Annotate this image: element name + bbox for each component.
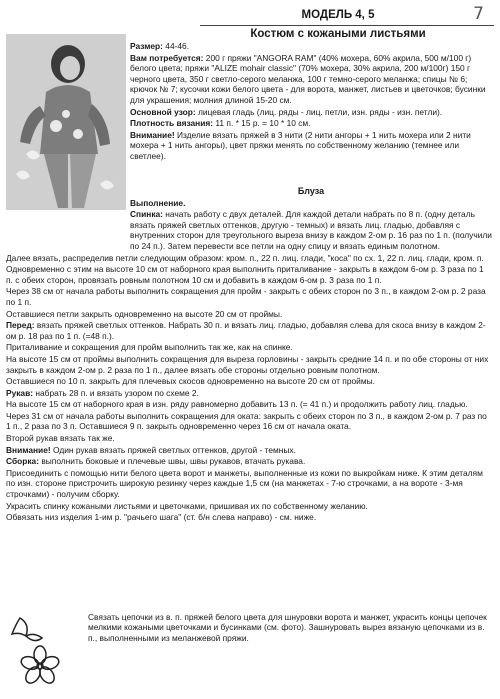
assembly-text-1: выполнить боковые и плечевые швы, швы рукавов, втачать рукава. <box>41 456 306 467</box>
leaf-flower-illustration <box>10 610 72 688</box>
needs-value: 200 г пряжи "ANGORA RAM" (40% мохера, 60% акрила, 500 м/100 г) белого цвета; пряжи "ALIZE mohair classic" (70% мохера, 30% акрила, 200 м/100г) 150 г черного цвета, 350 г светло-серого меланжа, 100 г темно-серого меланжа; спицы № 6; крючок № 7; кусочки кожи белого цвета - для ворота, манжет, листьев и цветочков; бусинки для украшения; молния длиной 15-20 см. <box>130 52 486 105</box>
attention2-label: Внимание! <box>6 444 51 455</box>
back-text-1: начать работу с двух деталей. Для каждой детали набрать по 8 п. (одну деталь вязать пряжей светлых оттенков, другую - темных) и вязать лиц. гладью, добавляя с внутренних сторон для треугольного выреза внизу в каждом 2-ом р. 16 раз по 1 п. (получили по 24 п.). Затем перевести все петли на одну спицу и вязать единым полотном. <box>130 209 492 251</box>
front-text-1: вязать пряжей светлых оттенков. Набрать 30 п. и вязать лиц. гладью, добавляя слева для скоса внизу в каждом 2-ом р. 18 раз по 1 п. (=48 п.). <box>6 320 486 341</box>
sleeve-text-4: Второй рукав вязать так же. <box>6 433 115 444</box>
page-number: 7 <box>473 4 484 24</box>
back-text-3: Одновременно с этим на высоте 10 см от наборного края выполнить приталивание - закрыть в каждом 6-ом р. 3 раза по 1 п. с обеих сторон, провязать ровным полотном 10 см и добавить в каждом 6-ом р. 3 раза по 1 п. <box>6 264 484 285</box>
assembly-text-4: Обвязать низ изделия 1-им р. "рачьего шага" (ст. б/н слева направо) - см. ниже. <box>6 512 317 523</box>
model-title: МОДЕЛЬ 4, 5 <box>301 9 375 21</box>
density-value: 11 п. * 15 р. = 10 * 10 см. <box>215 118 311 129</box>
size-label: Размер: <box>130 41 163 51</box>
sleeve-text-3: Через 31 см от начала работы выполнить сокращения для оката: закрыть с обеих сторон по 3 п., в каждом 2-ом р. 7 раз по 1 п., 2 раза по 3 п. Оставшиеся 9 п. закрыть одновременно через 16 см от начала оката. <box>6 410 487 432</box>
execution-label: Выполнение. <box>130 197 186 208</box>
back-text-4: Через 38 см от начала работы выполнить сокращения для пройм - закрыть с обеих сторон по 3 п., в каждом 2-ом р. 2 раза по 1 п. <box>6 286 486 307</box>
sleeve-text-2: На высоте 15 см от наборного края в изн. ряду равномерно добавить 13 п. (= 41 п.) и продолжить работу лиц. гладью. <box>6 399 468 410</box>
back-label: Спинка: <box>130 209 163 220</box>
back-text-5: Оставшиеся петли закрыть одновременно на высоте 20 см от проймы. <box>6 308 283 319</box>
density-label: Плотность вязания: <box>130 118 214 129</box>
back-text-2: Далее вязать, распределив петли следующим образом: кром. п., 22 п. лиц. глади, "коса" по сх. 1, 22 п. лиц. глади, кром. п. <box>6 252 484 263</box>
pattern-value: лицевая гладь (лиц. ряды - лиц. петли, изн. ряды - изн. петли). <box>198 106 443 117</box>
materials-block <box>130 41 490 163</box>
front-label: Перед: <box>6 320 35 331</box>
attention-value: Изделие вязать пряжей в 3 нити (2 нити ангоры + 1 нить мохера или 2 нити мохера + 1 нить ангоры), цвет пряжи менять по собственному желанию (темнее или светлее). <box>130 129 471 161</box>
attention-label: Внимание! <box>130 129 175 140</box>
footer-text: Связать цепочки из в. п. пряжей белого цвета для шнуровки ворота и манжет, украсить концы цепочек мелкими кожаными цветочками и бусинками (см. фото). Зашнуровать вырез вязаную цепочками из в. п., выполненными из меланжевой пряжи. <box>88 612 487 643</box>
instructions-body <box>6 184 492 524</box>
header-rule <box>200 25 494 26</box>
assembly-label: Сборка: <box>6 456 39 467</box>
size-value: 44-46. <box>165 41 190 51</box>
assembly-text-3: Украсить спинку кожаными листьями и цветочками, пришивая их по собственному желанию. <box>6 500 368 511</box>
page-subtitle: Костюм с кожаными листьями <box>250 28 426 40</box>
front-text-3: На высоте 15 см от проймы выполнить сокращения для выреза горловины - закрыть средние 14 п. и по обе стороны от них закрыть в каждом 2-ом р. 2 раза по 1 п., далее вязать обе стороны отдельно ровным полотном. <box>6 353 489 375</box>
assembly-text-2: Присоединить с помощью нити белого цвета ворот и манжеты, выполненные из кожи по выкройкам ниже. К этим деталям по изн. стороне пристрочить широкую резинку через каждые 1,5 см (на манжетах - 7-ю строчками, а на вороте - 3-мя строчками) - получим сборку. <box>6 467 483 500</box>
section-title: Блуза <box>297 186 325 196</box>
needs-label: Вам потребуется: <box>130 52 204 63</box>
sleeve-text-1: набрать 28 п. и вязать узором по схеме 2. <box>35 387 199 398</box>
pattern-label: Основной узор: <box>130 106 196 117</box>
sleeve-label: Рукав: <box>6 387 34 398</box>
front-text-2: Приталивание и сокращения для пройм выполнить так же, как на спинке. <box>6 342 293 353</box>
attention2-value: Один рукав вязать пряжей светлых оттенков, другой - темных. <box>52 444 296 455</box>
front-text-4: Оставшиеся по 10 п. закрыть для плечевых скосов одновременно на высоте 20 см от проймы. <box>6 376 375 387</box>
